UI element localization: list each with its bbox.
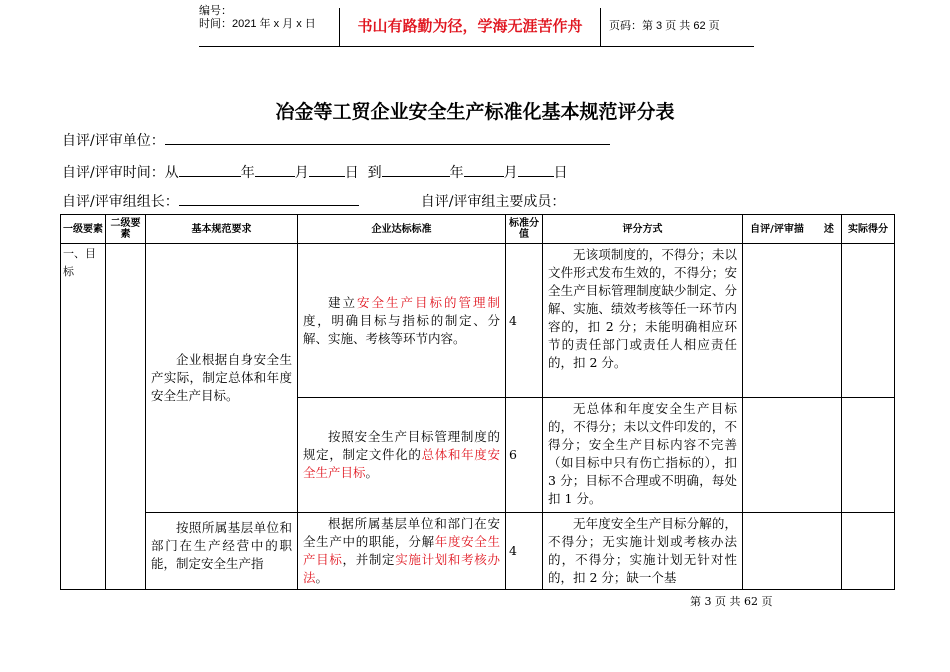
table-row [61,244,895,398]
table-row [61,513,895,590]
header-page: 页码：第 3 页 共 62 页 [609,20,720,32]
unit-blank [165,131,610,145]
level2-cell [106,244,146,590]
col-actual: 实际得分 [842,215,895,244]
method-cell: 无总体和年度安全生产目标的，不得分；未以文件印发的，不得分；安全生产目标内容不完善（如目标中只有伤亡指标的），扣 3 分；目标不合理或不明确，每处扣 1 分。 [543,398,743,513]
self-eval-cell [743,398,842,513]
month-label: 月 [294,165,309,181]
day-label-2: 日 [553,165,568,181]
col-score: 标准分值 [506,215,543,244]
col-method: 评分方式 [543,215,743,244]
to-year-blank [382,163,450,177]
col-level1: 一级要素 [61,215,106,244]
header-meta [199,4,339,47]
form-leader-line [62,192,565,211]
score-cell: 4 [506,513,543,590]
method-cell: 无该项制度的，不得分；未以文件形式发布生效的，不得分；安全生产目标管理制度缺少制定、分解、实施、绩效考核等任一环节内容的，扣 2 分；未能明确相应环节的责任部门或责任人相应责任的，扣 2 分。 [543,244,743,398]
col-level2: 二级要素 [106,215,146,244]
day-label: 日 [344,165,359,181]
page-header [199,4,754,47]
page-footer: 第 3 页 共 62 页 [690,595,773,608]
year-label-2: 年 [449,165,464,181]
unit-label: 自评/评审单位： [62,133,165,149]
actual-score-cell [842,513,895,590]
requirement-cell: 企业根据自身安全生产实际，制定总体和年度安全生产目标。 [146,244,298,513]
level1-cell: 一、目标 [61,244,106,590]
to-label: 到 [367,165,382,181]
method-cell: 无年度安全生产目标分解的，不得分；无实施计划或考核办法的，不得分；实施计划无针对性的，扣 2 分；缺一个基 [543,513,743,590]
actual-score-cell [842,398,895,513]
header-time: 时间：2021 年 x 月 x 日 [199,18,316,30]
col-standard: 企业达标标准 [298,215,506,244]
to-day-blank [518,163,554,177]
to-month-blank [464,163,504,177]
header-number: 编号： [199,5,232,17]
leader-blank [179,192,359,206]
members-label: 自评/评审组主要成员： [420,194,566,210]
actual-score-cell [842,244,895,398]
month-label-2: 月 [503,165,518,181]
time-label: 自评/评审时间：从 [62,165,179,181]
page-title: 冶金等工贸企业安全生产标准化基本规范评分表 [275,101,675,123]
leader-label: 自评/评审组组长： [62,194,179,210]
standard-cell: 根据所属基层单位和部门在安全生产中的职能，分解年度安全生产目标，并制定实施计划和考核办法。 [298,513,506,590]
from-month-blank [255,163,295,177]
col-self-eval: 自评/评审描 述 [743,215,842,244]
col-requirement: 基本规范要求 [146,215,298,244]
from-year-blank [179,163,241,177]
form-unit-line [62,131,610,150]
year-label: 年 [240,165,255,181]
score-cell: 6 [506,398,543,513]
table-header-row [61,215,895,244]
self-eval-cell [743,513,842,590]
requirement-cell: 按照所属基层单位和部门在生产经营中的职能，制定安全生产指 [146,513,298,590]
from-day-blank [309,163,345,177]
standard-cell: 建立安全生产目标的管理制度，明确目标与指标的制定、分解、实施、考核等环节内容。 [298,244,506,398]
score-table [60,214,895,590]
score-cell: 4 [506,244,543,398]
form-time-line [62,163,568,182]
self-eval-cell [743,244,842,398]
header-motto: 书山有路勤为径，学海无涯苦作舟 [339,8,601,47]
standard-cell: 按照安全生产目标管理制度的规定，制定文件化的总体和年度安全生产目标。 [298,398,506,513]
